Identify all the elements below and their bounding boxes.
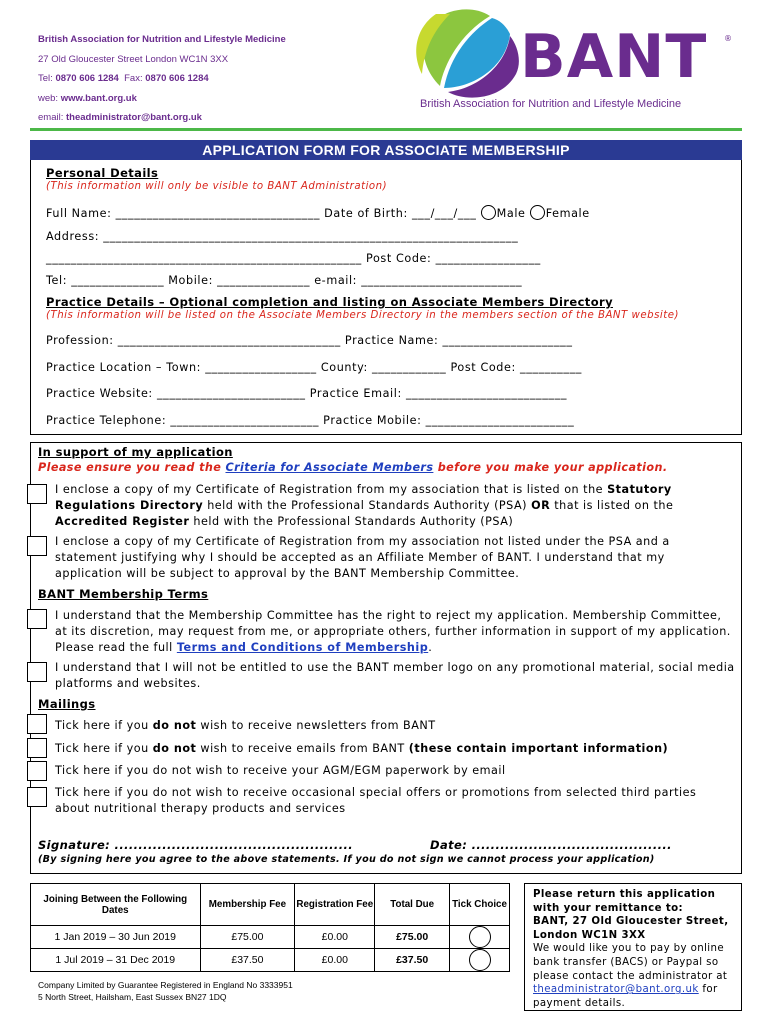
full-name-field[interactable]: Full Name: _________________________________ Date of Birth: ___/___/___ Male Female xyxy=(46,207,590,220)
practice-telephone-field[interactable]: Practice Telephone: ________________________ Practice Mobile: ________________________ xyxy=(46,414,575,427)
agm-optout-checkbox[interactable] xyxy=(27,761,47,781)
administrator-email-link[interactable]: theadministrator@bant.org.uk xyxy=(533,984,699,996)
practice-location-field[interactable]: Practice Location – Town: __________________ County: ____________ Post Code: __________ xyxy=(46,361,582,374)
header-contact xyxy=(38,30,286,128)
offers-optout-text: Tick here if you do not wish to receive occasional special offers or promotions from selected third parties about nutritional therapy products and services xyxy=(55,786,697,815)
web-link[interactable]: www.bant.org.uk xyxy=(60,92,137,104)
committee-terms-checkbox[interactable] xyxy=(27,609,47,629)
statutory-register-text: I enclose a copy of my Certificate of Registration from my association that is listed on the Statutory Regulations Directory held with the Professional Standards Authority (PSA) OR that is listed on the Accredited Register held with the Professional Standards Authority (PSA) xyxy=(55,483,674,528)
row-dates: 1 Jul 2019 – 31 Dec 2019 xyxy=(31,949,201,972)
non-psa-text: I enclose a copy of my Certificate of Registration from my association not listed under the PSA and a statement justifying why I should be accepted as an Affiliate Member of BANT. I understand that my application will be subject to approval by the BANT Membership Committee. xyxy=(55,535,670,580)
newsletter-optout-text: Tick here if you do not wish to receive newsletters from BANT xyxy=(55,719,436,732)
row-dates: 1 Jan 2019 – 30 Jun 2019 xyxy=(31,926,201,949)
logo-terms-checkbox[interactable] xyxy=(27,662,47,682)
row-tick-cell xyxy=(450,949,510,972)
offers-optout-checkbox[interactable] xyxy=(27,787,47,807)
criteria-notice: Please ensure you read the Criteria for Associate Members before you make your application. xyxy=(38,461,668,474)
row-membership-fee: £37.50 xyxy=(200,949,295,972)
practice-note: (This information will be listed on the Associate Members Directory in the members section of the BANT website) xyxy=(46,310,679,321)
address-field-2[interactable]: ___________________________________________________ Post Code: _________________ xyxy=(46,252,541,265)
green-divider xyxy=(30,128,742,131)
contact-fields[interactable]: Tel: _______________ Mobile: _______________ e-mail: __________________________ xyxy=(46,274,523,287)
female-radio[interactable] xyxy=(530,205,545,220)
profession-field[interactable]: Profession: ____________________________________ Practice Name: _____________________ xyxy=(46,334,573,347)
company-footer xyxy=(38,980,293,1003)
table-row xyxy=(31,926,510,949)
female-label: Female xyxy=(545,207,590,220)
second-half-choice-radio[interactable] xyxy=(469,949,491,971)
male-label: Male xyxy=(496,207,526,220)
email-optout-text: Tick here if you do not wish to receive emails from BANT (these contain important information) xyxy=(55,742,669,755)
support-heading: In support of my application xyxy=(38,445,233,459)
registered-mark: ® xyxy=(724,34,732,43)
company-address: 5 North Street, Hailsham, East Sussex BN27 1DQ xyxy=(38,991,227,1002)
return-line: Please return this application with your remittance to: xyxy=(533,889,716,914)
address-field-1[interactable]: Address: ___________________________________________________________________ xyxy=(46,230,519,243)
terms-link[interactable]: Terms and Conditions of Membership xyxy=(176,641,429,654)
practice-heading: Practice Details – Optional completion and listing on Associate Members Directory xyxy=(46,295,613,309)
org-name: British Association for Nutrition and Lifestyle Medicine xyxy=(38,34,286,45)
col-dates: Joining Between the Following Dates xyxy=(31,884,201,926)
org-email-line: email: theadministrator@bant.org.uk xyxy=(38,112,202,123)
col-registration-fee: Registration Fee xyxy=(295,884,375,926)
email-link[interactable]: theadministrator@bant.org.uk xyxy=(65,112,202,123)
org-address: 27 Old Gloucester Street London WC1N 3XX xyxy=(38,53,229,65)
criteria-link[interactable]: Criteria for Associate Members xyxy=(225,461,434,474)
row-registration-fee: £0.00 xyxy=(295,949,375,972)
org-phone-line: Tel: 0870 606 1284 Fax: 0870 606 1284 xyxy=(38,73,209,84)
male-radio[interactable] xyxy=(481,205,496,220)
form-title: APPLICATION FORM FOR ASSOCIATE MEMBERSHIP xyxy=(30,140,742,160)
col-membership-fee: Membership Fee xyxy=(200,884,295,926)
col-total-due: Total Due xyxy=(375,884,450,926)
statutory-register-checkbox[interactable] xyxy=(27,484,47,504)
first-half-choice-radio[interactable] xyxy=(469,926,491,948)
row-tick-cell xyxy=(450,926,510,949)
terms-heading: BANT Membership Terms xyxy=(38,587,209,601)
personal-heading: Personal Details xyxy=(46,166,159,180)
logo-terms-text: I understand that I will not be entitled to use the BANT member logo on any promotional material, social media platforms and websites. xyxy=(55,661,735,690)
committee-terms-text: I understand that the Membership Committee has the right to reject my application. Membership Committee, at its discretion, may request from me, or appropriate others, further information in support of my application. Please read the full Terms and Conditions of Membership. xyxy=(55,609,731,654)
company-registration: Company Limited by Guarantee Registered in England No 3333951 xyxy=(38,980,293,990)
return-instructions xyxy=(524,883,742,1011)
fees-table xyxy=(30,883,510,972)
agm-optout-text: Tick here if you do not wish to receive your AGM/EGM paperwork by email xyxy=(55,764,506,777)
signature-field[interactable]: Signature: .................................................. xyxy=(38,838,353,852)
row-membership-fee: £75.00 xyxy=(200,926,295,949)
col-tick-choice: Tick Choice xyxy=(450,884,510,926)
fees-header-row xyxy=(31,884,510,926)
row-registration-fee: £0.00 xyxy=(295,926,375,949)
mailings-heading: Mailings xyxy=(38,697,96,711)
personal-note: (This information will only be visible to BANT Administration) xyxy=(46,181,388,192)
non-psa-checkbox[interactable] xyxy=(27,536,47,556)
signature-note: (By signing here you agree to the above statements. If you do not sign we cannot process your application) xyxy=(38,854,655,865)
row-total-due: £75.00 xyxy=(375,926,450,949)
return-address: BANT, 27 Old Gloucester Street, London WC1N 3XX xyxy=(533,916,729,941)
email-optout-checkbox[interactable] xyxy=(27,738,47,758)
row-total-due: £37.50 xyxy=(375,949,450,972)
newsletter-optout-checkbox[interactable] xyxy=(27,714,47,734)
payment-note: We would like you to pay by online bank transfer (BACS) or Paypal so please contact the administrator at theadministrator@bant.org.uk for payment details. xyxy=(533,943,728,1009)
practice-website-field[interactable]: Practice Website: ________________________ Practice Email: __________________________ xyxy=(46,387,568,400)
table-row xyxy=(31,949,510,972)
logo-wordmark: BANT xyxy=(520,22,708,92)
logo-subtitle: British Association for Nutrition and Lifestyle Medicine xyxy=(420,98,682,110)
date-field[interactable]: Date: .......................................... xyxy=(430,838,672,852)
org-web-line: web: www.bant.org.uk xyxy=(38,92,137,104)
